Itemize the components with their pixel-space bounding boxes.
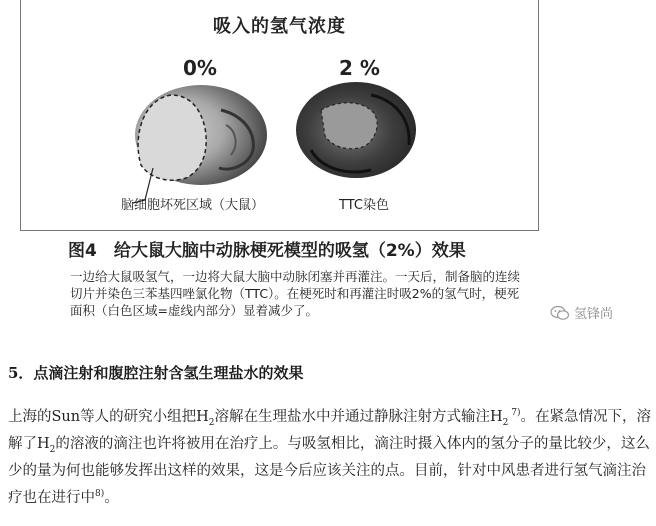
ttc-stain-label: TTC染色: [339, 198, 389, 213]
subscript: 2: [208, 417, 215, 428]
wechat-icon: [550, 305, 570, 321]
reference-superscript: 8): [95, 489, 105, 500]
infarct-region-label: 脑细胞坏死区域（大鼠）: [121, 198, 265, 213]
watermark: [550, 303, 613, 322]
text-run: 上海的Sun等人的研究小组把H: [8, 409, 209, 425]
text-run: 溶解在生理盐水中并通过静脉注射方式输注H: [214, 409, 503, 425]
brain-slice-control: [135, 85, 267, 185]
text-run: 的溶液的滴注也许将被用在治疗上。与吸氢相比，滴注时摄入体内的氢分子的量比较少，这么少的量为何也能够发挥出这样的效果，这是今后应该关注的点。目前，针对中风患者进行氢气滴注治疗也在进行中: [8, 436, 650, 506]
brain-slice-hydrogen: [296, 82, 416, 178]
subscript: 2: [49, 444, 56, 455]
section-heading: 5．点滴注射和腹腔注射含氢生理盐水的效果: [8, 364, 304, 382]
figure-note-line: 切片并染色三苯基四唑氯化物（TTC）。在梗死时和再灌注时吸2%的氢气时，梗死: [70, 286, 520, 301]
figure-panel: [20, 0, 539, 231]
concentration-label-2: 2 %: [339, 56, 380, 80]
paragraph: [8, 404, 656, 512]
figure-note-line: 面积（白色区域=虚线内部分）显着减少了。: [70, 303, 318, 318]
subscript: 2: [502, 417, 509, 428]
watermark-text: 氢锋尚: [574, 307, 614, 322]
figure-note-line: 一边给大鼠吸氢气，一边将大鼠大脑中动脉闭塞并再灌注。一天后，制备脑的连续: [70, 269, 521, 284]
figure-caption: 图4 给大鼠大脑中动脉梗死模型的吸氢（2%）效果: [68, 241, 466, 261]
text-run: 。在紧急情况下，溶解了H: [8, 409, 651, 452]
brain-slices-image: [21, 0, 538, 230]
figure-notes: [70, 268, 550, 319]
concentration-label-0: 0%: [183, 56, 217, 80]
figure-header: 吸入的氢气浓度: [213, 16, 346, 37]
body-paragraph: [8, 404, 656, 512]
text-run: 。: [104, 490, 119, 506]
reference-superscript: 7): [508, 408, 521, 419]
